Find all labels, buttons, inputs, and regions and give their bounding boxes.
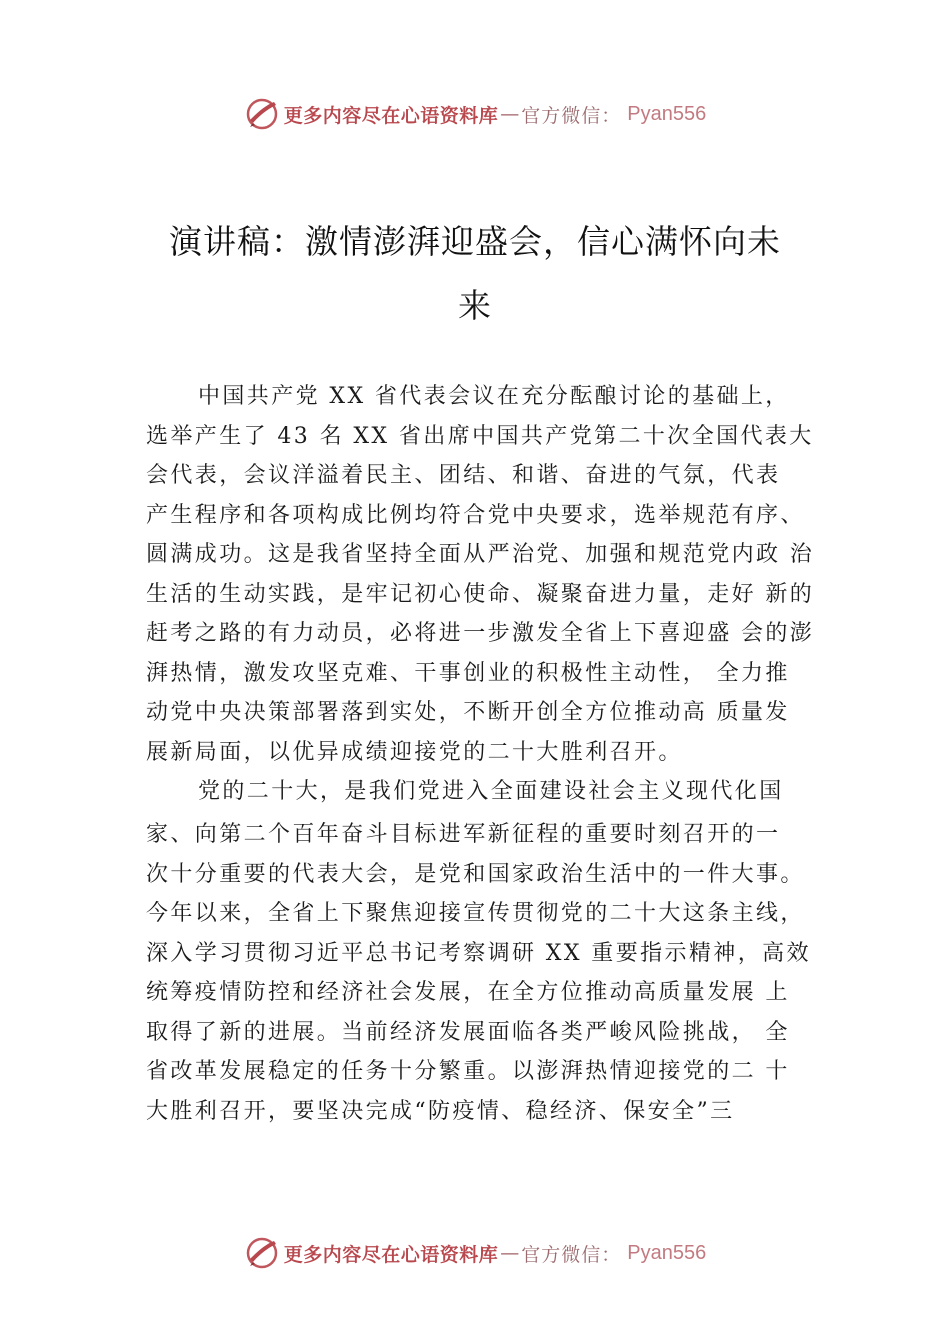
banner-wechat-id: Pyan556 — [627, 102, 707, 125]
banner-brand-text: 更多内容尽在心语资料库 — [283, 1243, 499, 1266]
banner-separator: — — [500, 103, 520, 125]
body-line: 动党中央决策部署落到实处，不断开创全方位推动高 质量发 — [146, 700, 790, 725]
banner-wechat-id: Pyan556 — [627, 1241, 707, 1264]
banner-separator: — — [500, 1242, 520, 1264]
body-line: 展新局面，以优异成绩迎接党的二十大胜利召开。 — [146, 740, 683, 765]
pen-circle-logo-icon — [244, 1235, 280, 1271]
body-line: 产生程序和各项构成比例均符合党中央要求，选举规范有序、 — [146, 503, 805, 528]
body-line: 省改革发展稳定的任务十分繁重。以澎湃热情迎接党的二 十 — [146, 1059, 790, 1084]
body-line: 今年以来，全省上下聚焦迎接宣传贯彻党的二十大这条主线， — [146, 901, 805, 926]
body-line: 大胜利召开，要坚决完成“防疫情、稳经济、保安全”三 — [146, 1099, 735, 1124]
header-banner — [0, 94, 950, 134]
body-line: 中国共产党 XX 省代表会议在充分酝酿讨论的基础上， — [198, 384, 790, 409]
body-line: 圆满成功。这是我省坚持全面从严治党、加强和规范党内政 治 — [146, 542, 815, 567]
body-line: 取得了新的进展。当前经济发展面临各类严峻风险挑战， 全 — [146, 1020, 790, 1045]
banner-wechat-label: 官方微信： — [521, 1243, 622, 1266]
body-line: 赶考之路的有力动员，必将进一步激发全省上下喜迎盛 会的澎 — [146, 621, 815, 646]
document-title-line-2: 来 — [458, 286, 492, 325]
body-line: 次十分重要的代表大会，是党和国家政治生活中的一件大事。 — [146, 862, 805, 887]
body-line: 统筹疫情防控和经济社会发展，在全方位推动高质量发展 上 — [146, 980, 790, 1005]
body-line: 选举产生了 43 名 XX 省出席中国共产党第二十次全国代表大 — [146, 424, 814, 449]
body-line: 会代表，会议洋溢着民主、团结、和谐、奋进的气氛，代表 — [146, 463, 781, 488]
body-line: 家、向第二个百年奋斗目标进军新征程的重要时刻召开的一 — [146, 822, 781, 847]
body-line: 生活的生动实践，是牢记初心使命、凝聚奋进力量，走好 新的 — [146, 582, 815, 607]
banner-brand-text: 更多内容尽在心语资料库 — [283, 104, 499, 127]
body-line: 深入学习贯彻习近平总书记考察调研 XX 重要指示精神，高效 — [146, 941, 811, 966]
banner-wechat-label: 官方微信： — [521, 104, 622, 127]
pen-circle-logo-icon — [244, 96, 280, 132]
body-line: 党的二十大，是我们党进入全面建设社会主义现代化国 — [198, 779, 784, 804]
body-line: 湃热情，激发攻坚克难、干事创业的积极性主动性， 全力推 — [146, 661, 790, 686]
document-title-line-1: 演讲稿：激情澎湃迎盛会，信心满怀向未 — [169, 222, 781, 261]
footer-banner — [0, 1233, 950, 1273]
